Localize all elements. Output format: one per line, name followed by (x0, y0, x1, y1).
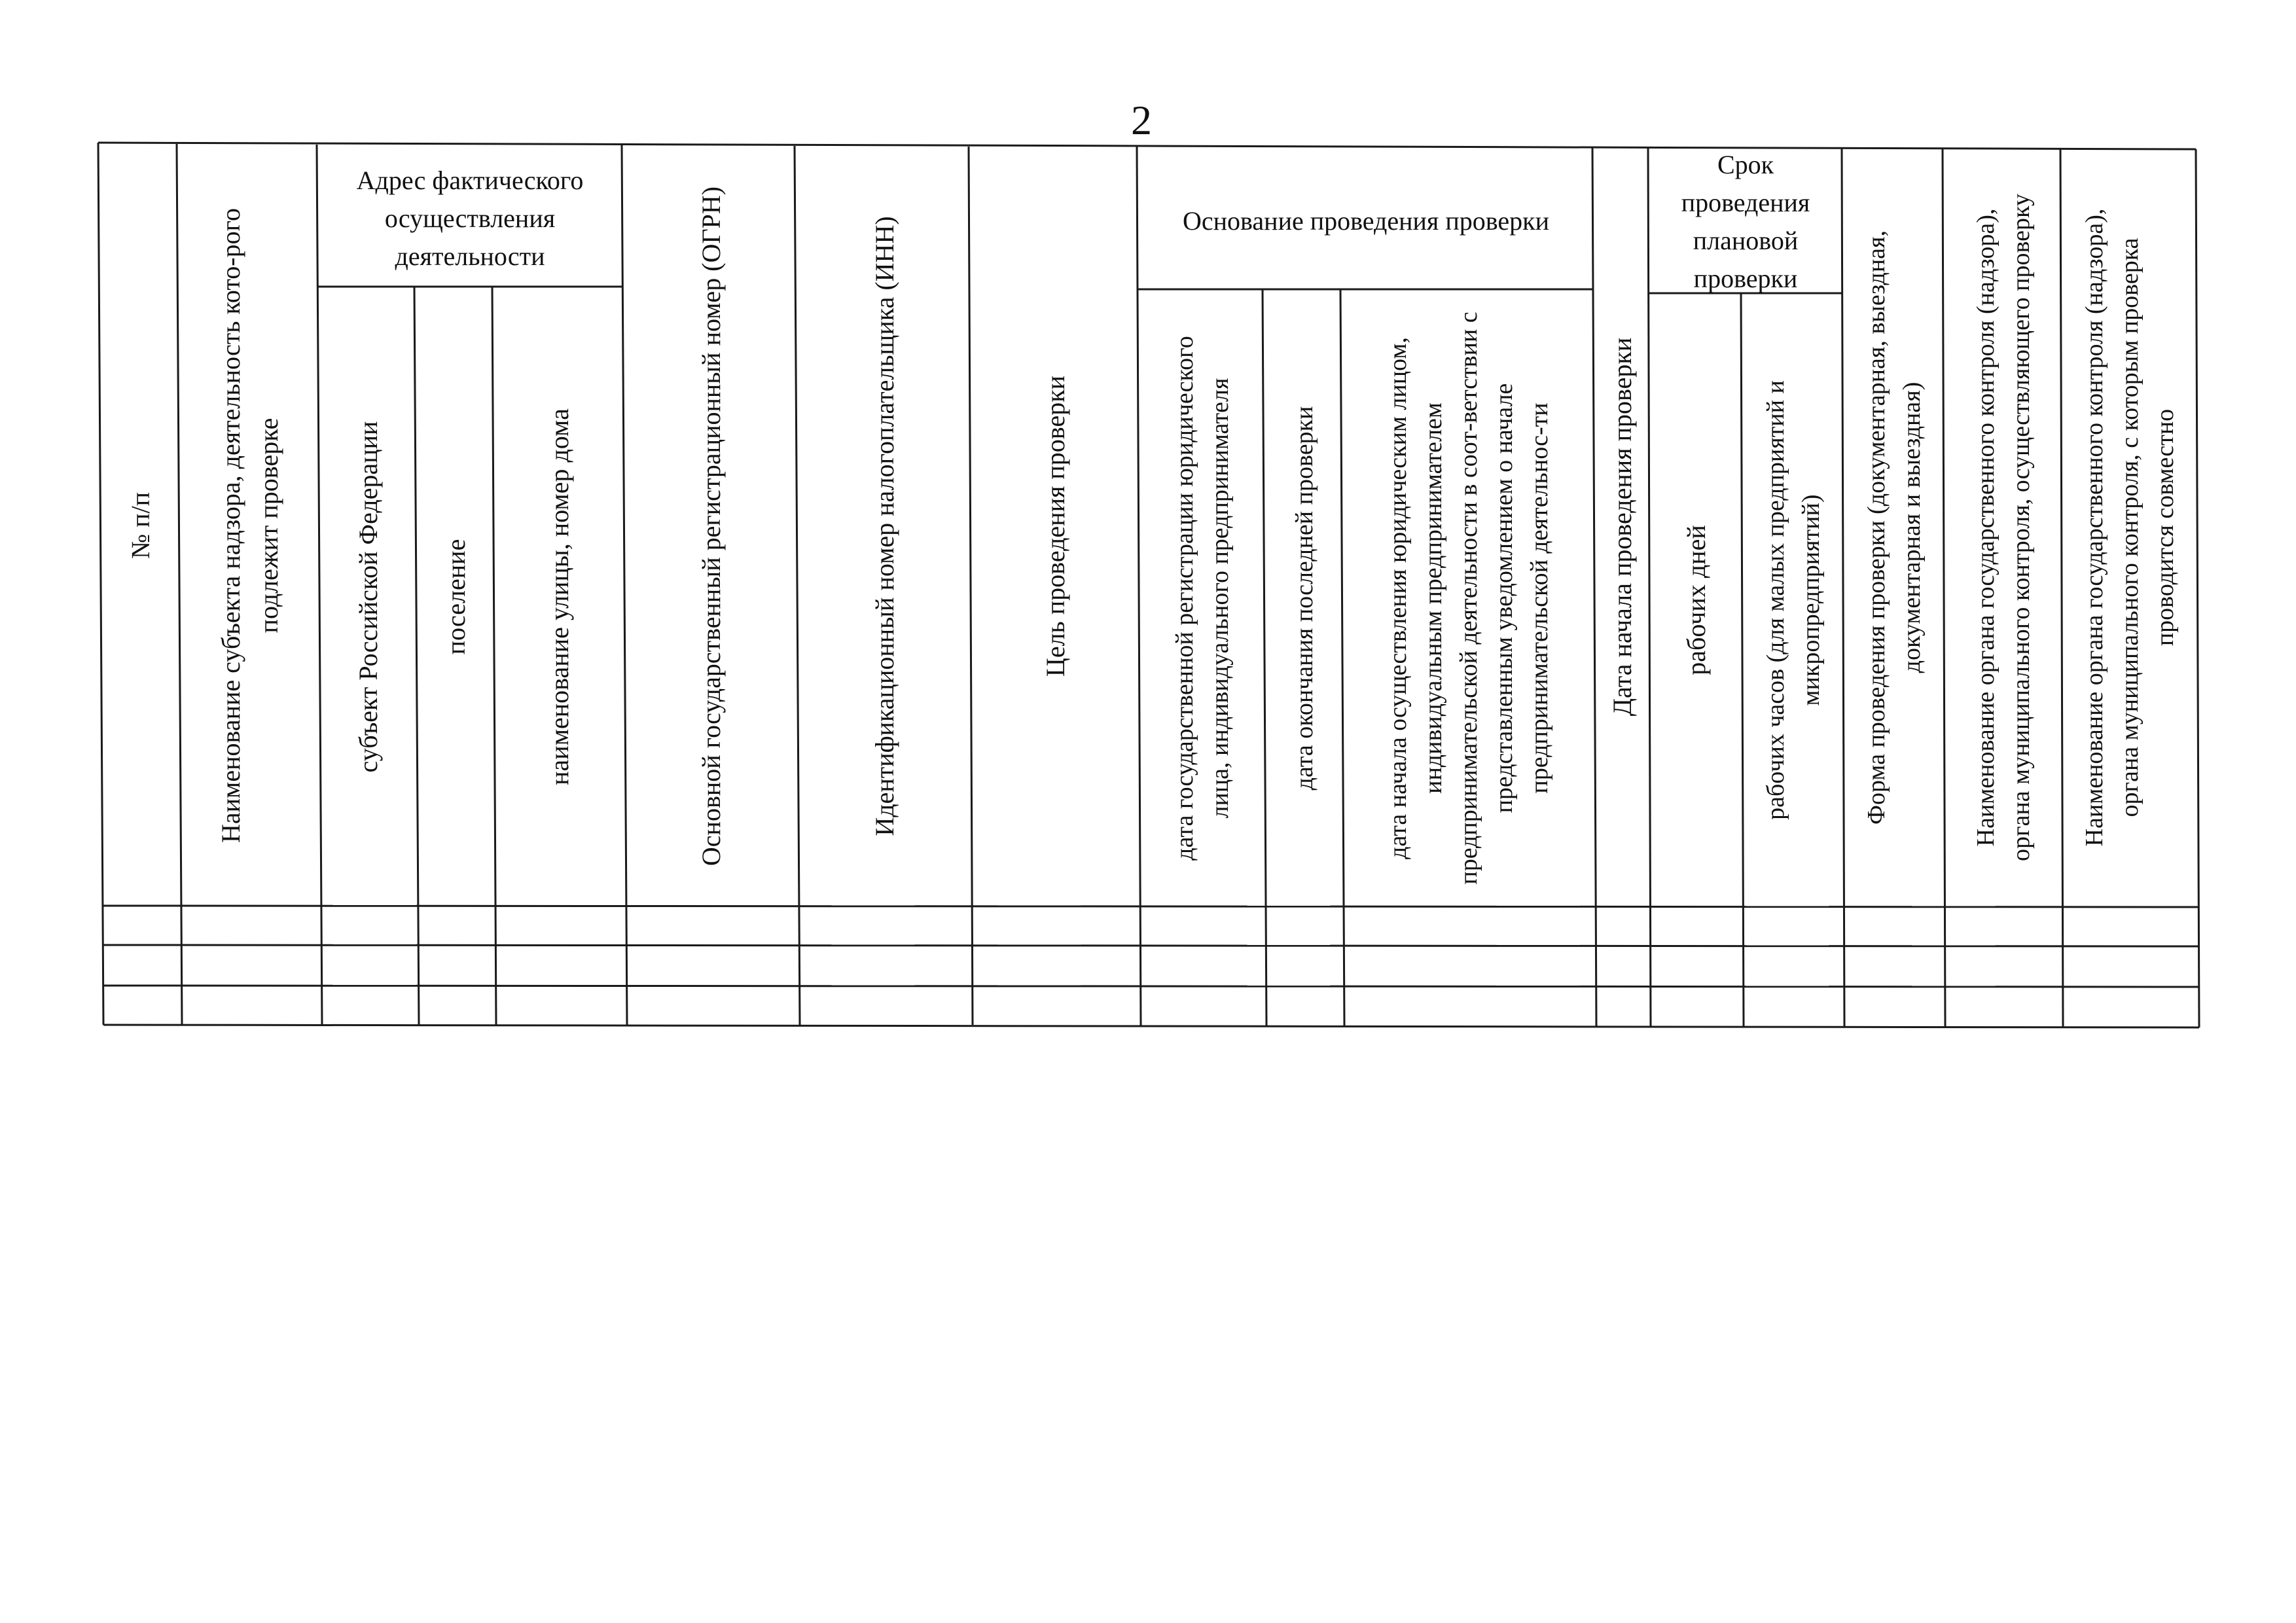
header-col-purpose (973, 147, 1139, 906)
header-col-authority-text: Наименование органа государственного контроля (надзора), органа муниципального контроля, осуществляющего проверку (1972, 194, 2035, 861)
header-col-region-text: субъект Российской Федерации (353, 421, 383, 773)
header-col-form-text: Форма проведения проверки (документарная, выездная, документарная и выездная) (1863, 230, 1926, 825)
header-col-joint-authority-text: Наименование органа государственного контроля (надзора), органа муниципального контроля, с которым проверка проводится совместно (2081, 208, 2179, 847)
header-col-activity-start-text: дата начала осуществления юридическим лицом, индивидуальным предпринимателем предпринимательской деятельности в соот-ветствии с представленным уведомлением о начале предпринимательской деятельнос-ти (1384, 312, 1553, 885)
page-number: 2 (1131, 97, 1152, 143)
header-col-reg-date-text: дата государственной регистрации юридического лица, индивидуального предпринимателя (1171, 336, 1234, 861)
header-col-settlement-text: поселение (441, 539, 471, 655)
header-col-last-check-text: дата окончания последней проверки (1291, 406, 1318, 791)
header-col-settlement (418, 288, 495, 906)
header-col-form (1844, 149, 1944, 906)
header-col-ogrn-text: Основной государственный регистрационный номер (ОГРН) (696, 186, 726, 866)
header-col-number-text: № п/п (126, 491, 155, 560)
header-col-start-date (1596, 148, 1649, 906)
group-basis-header: Основание проведения проверки (1183, 206, 1549, 236)
group-address-header: Адрес фактического осуществления деятельности (356, 166, 584, 271)
header-col-inn-text: Идентификационный номер налогоплательщика (ИНН) (870, 216, 899, 836)
header-col-work-days-text: рабочих дней (1681, 525, 1711, 675)
header-col-subject-name (181, 145, 319, 906)
header-col-street-text: наименование улицы, номер дома (545, 408, 574, 785)
header-col-inn (798, 147, 971, 906)
header-col-reg-date (1140, 291, 1265, 906)
header-col-activity-start (1343, 291, 1594, 906)
header-col-joint-authority (2063, 149, 2197, 906)
header-col-subject-name-text: Наименование субъекта надзора, деятельность кото-рого подлежит проверке (216, 207, 283, 844)
header-col-number (102, 145, 179, 906)
header-col-work-days (1651, 294, 1742, 906)
header-col-purpose-text: Цель проведения проверки (1041, 375, 1070, 677)
header-col-start-date-text: Дата начала проведения проверки (1607, 337, 1637, 717)
header-col-region (321, 288, 416, 906)
header-col-street (495, 288, 624, 906)
header-col-ogrn (626, 147, 797, 906)
header-col-work-hours (1744, 294, 1843, 906)
header-col-work-hours-text: рабочих часов (для малых предприятий и микропредприятий) (1762, 380, 1825, 820)
header-col-last-check (1266, 291, 1343, 906)
group-term-header: Срок проведения плановой проверки (1681, 150, 1810, 293)
header-col-authority (1945, 149, 2062, 906)
